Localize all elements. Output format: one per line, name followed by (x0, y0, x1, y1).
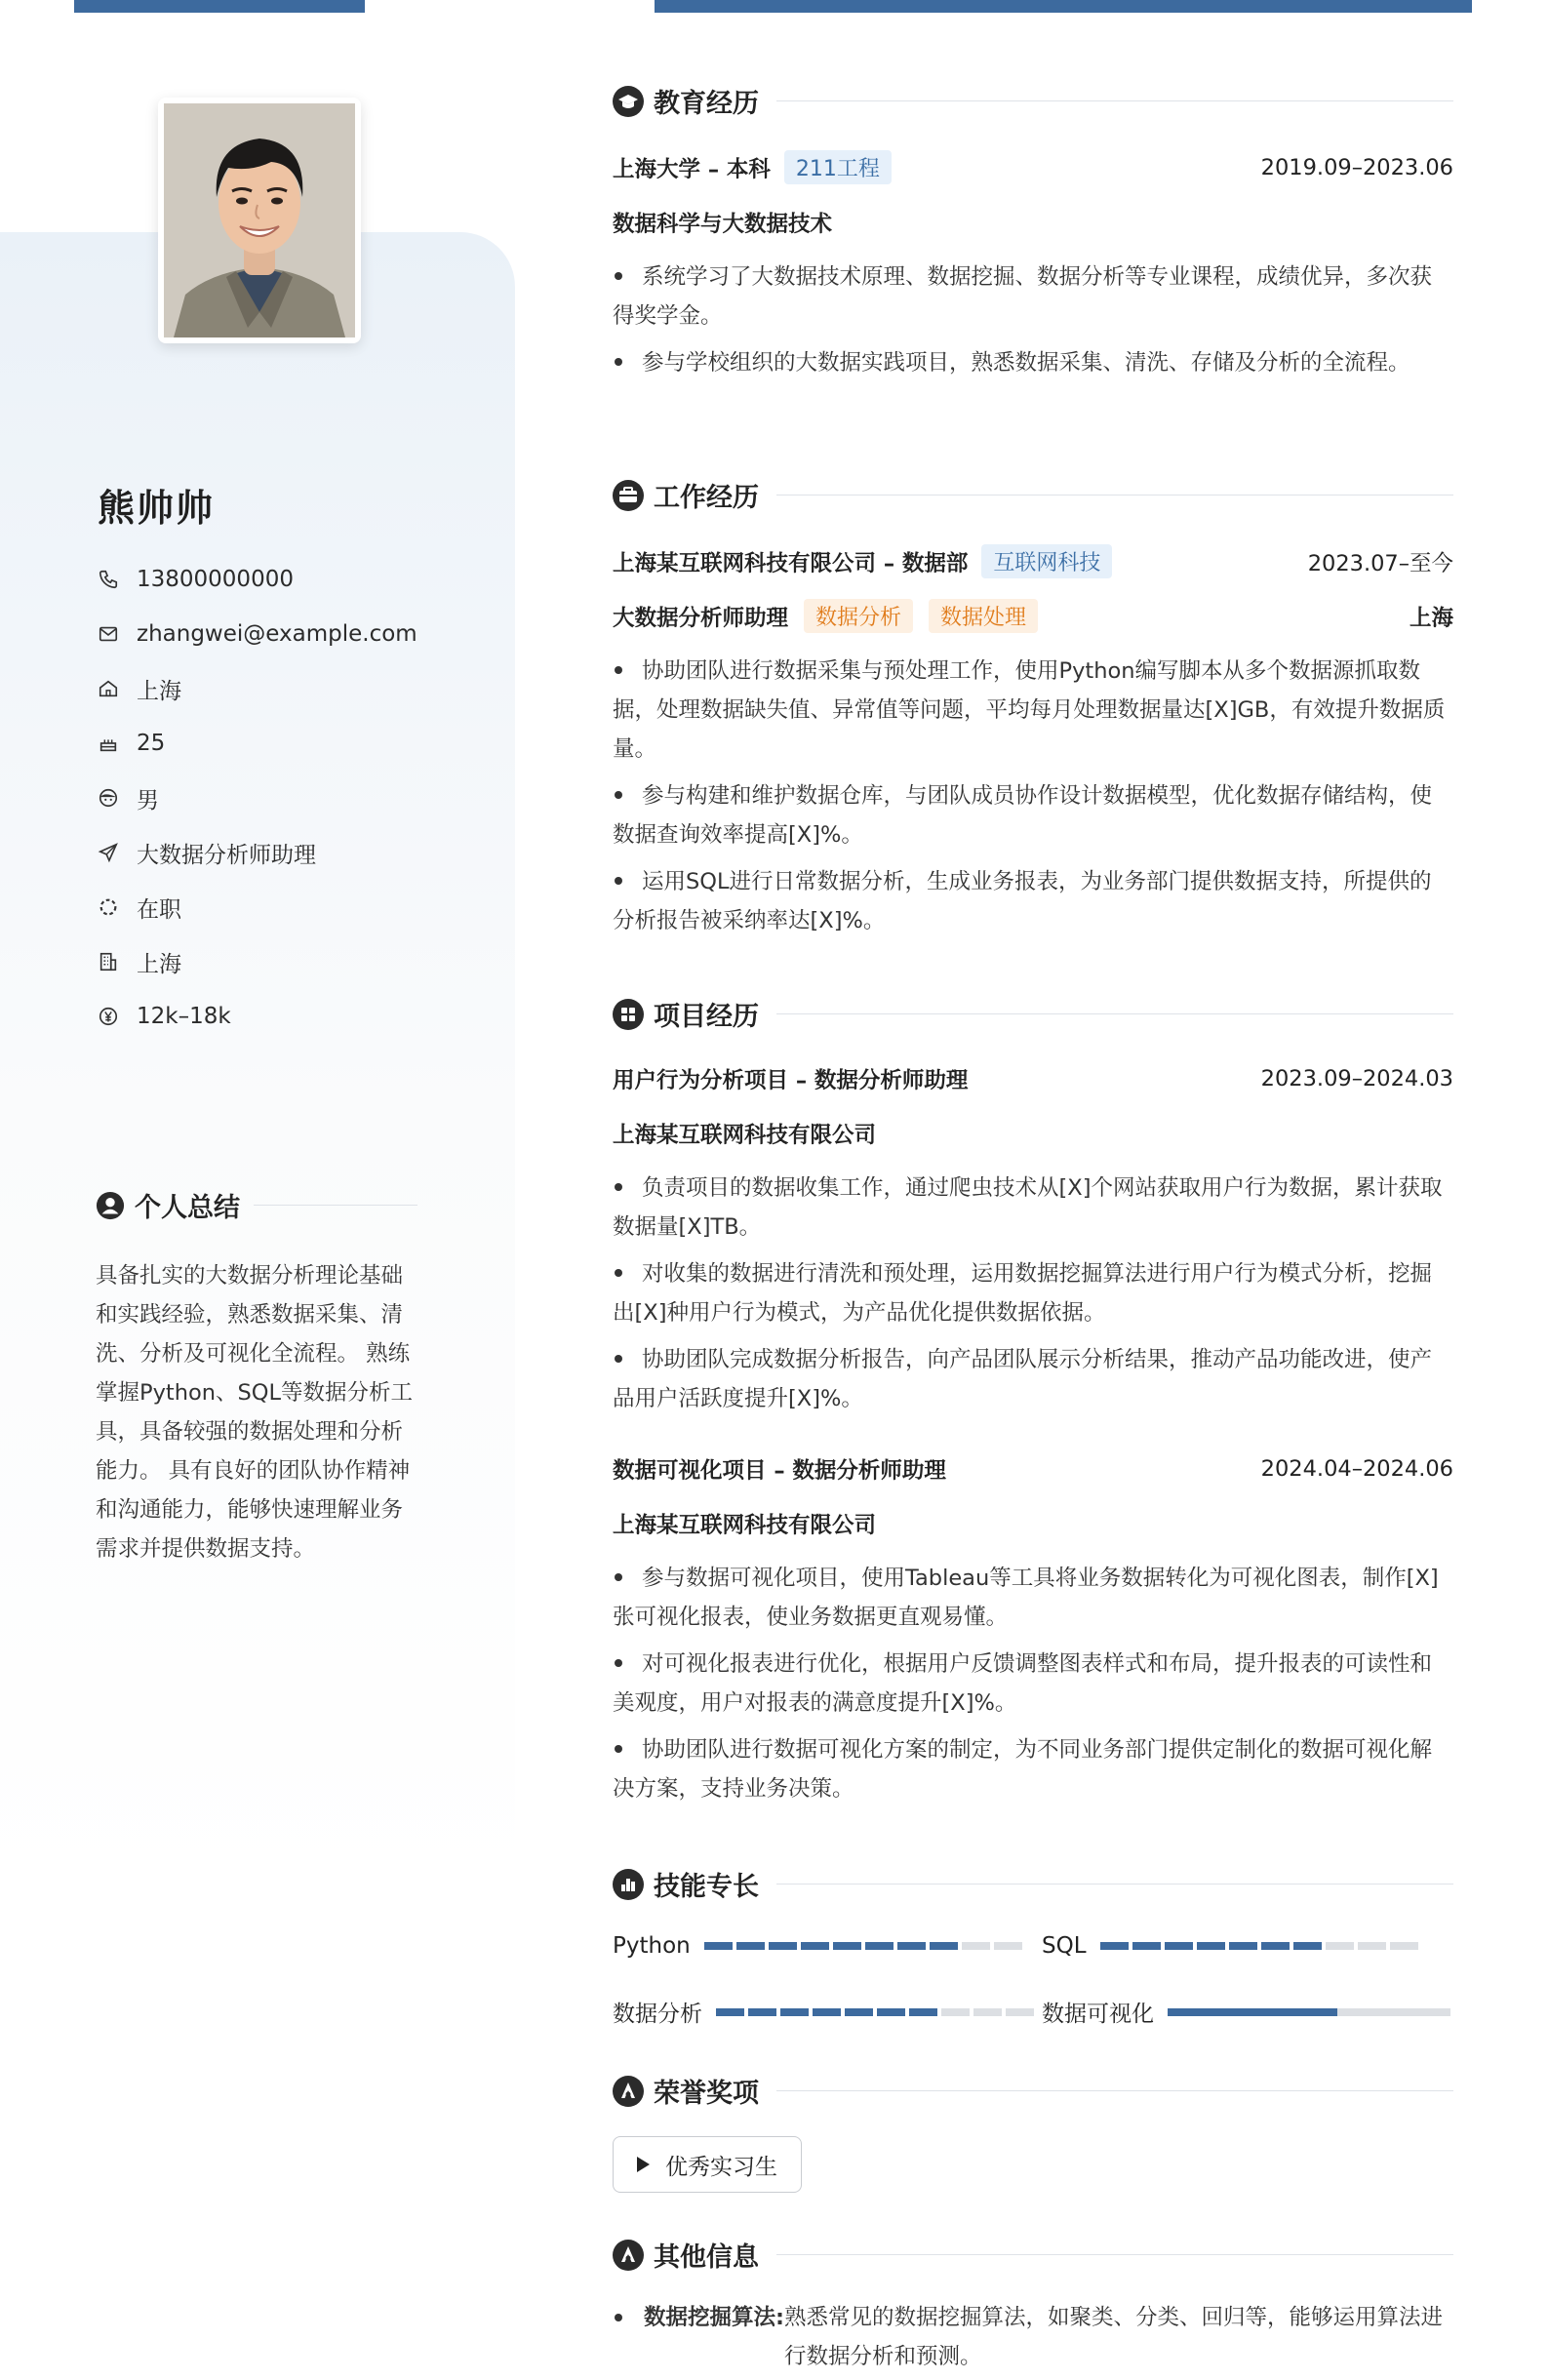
age-value: 25 (137, 731, 166, 756)
skill-level-segment (1293, 1942, 1322, 1950)
status-value: 在职 (137, 896, 181, 923)
project-bullet: 协助团队完成数据分析报告，向产品团队展示分析结果，推动产品功能改进，使产品用户活跃度提升[X]%。 (613, 1347, 1433, 1411)
skill-level-segment (769, 1942, 797, 1950)
summary-title: 个人总结 (135, 1193, 240, 1223)
candidate-name: 熊帅帅 (98, 487, 216, 530)
location-value: 上海 (137, 678, 181, 704)
education-major-row (613, 207, 1453, 238)
skill-level-fill (1168, 2008, 1337, 2016)
other-divider (776, 2254, 1453, 2255)
avatar-photo (164, 103, 355, 337)
skill-level-segment (801, 1942, 829, 1950)
work-bullet: 运用SQL进行日常数据分析，生成业务报表，为业务部门提供数据支持，所提供的分析报告被采纳率达[X]%。 (613, 869, 1432, 933)
work-industry-tag: 互联网科技 (981, 544, 1112, 578)
work-title: 工作经历 (654, 483, 759, 513)
education-divider (776, 100, 1453, 101)
work-divider (776, 495, 1453, 496)
skill-name: SQL (1042, 1933, 1087, 1959)
skill-level-segment (736, 1942, 765, 1950)
info-badge-icon (613, 2240, 644, 2271)
info-job-title (96, 825, 417, 880)
skill-level-segment (845, 2008, 873, 2016)
work-company-row (613, 544, 1453, 578)
project-bullet: 对收集的数据进行清洗和预处理，运用数据挖掘算法进行用户行为模式分析，挖掘出[X]种用户行为模式，为产品优化提供数据依据。 (613, 1261, 1433, 1326)
project-name: 用户行为分析项目 – 数据分析师助理 (613, 1068, 969, 1093)
skill-sql (1042, 1933, 1422, 1959)
skill-level-segment (1165, 1942, 1193, 1950)
skill-level-segment (1261, 1942, 1290, 1950)
job-title-value: 大数据分析师助理 (137, 842, 316, 868)
info-gender (96, 771, 417, 825)
home-icon (96, 676, 121, 701)
education-tag: 211工程 (784, 150, 892, 184)
award-icon (613, 2076, 644, 2107)
project-bullet: 负责项目的数据收集工作，通过爬虫技术从[X]个网站获取用户行为数据，累计获取数据量[X]TB。 (613, 1175, 1443, 1240)
status-spinner-icon (96, 894, 121, 920)
play-icon (637, 2157, 650, 2172)
salary-value: 12k–18k (137, 1004, 231, 1029)
graduation-cap-icon (613, 86, 644, 117)
skill-level-segment (865, 1942, 894, 1950)
avatar (158, 98, 361, 343)
work-skill-tag: 数据处理 (929, 599, 1038, 633)
project-company: 上海某互联网科技有限公司 (613, 1513, 877, 1538)
grid-icon (613, 999, 644, 1030)
skills-header (613, 1865, 1453, 1903)
project-date: 2023.09–2024.03 (1260, 1066, 1453, 1091)
projects-divider (776, 1013, 1453, 1014)
other-title: 其他信息 (654, 2242, 759, 2273)
skill-data-visualization (1042, 1996, 1450, 2028)
education-date: 2019.09–2023.06 (1260, 154, 1453, 180)
skill-level-segment (1390, 1942, 1418, 1950)
skill-level-segment (973, 2008, 1002, 2016)
info-age (96, 716, 417, 771)
skill-level-segment (1132, 1942, 1161, 1950)
skill-level-segment (909, 2008, 937, 2016)
other-info-text: 熟悉常见的数据挖掘算法，如聚类、分类、回归等，能够运用算法进行数据分析和预测。 (784, 2305, 1444, 2369)
project-bullet: 参与数据可视化项目，使用Tableau等工具将业务数据转化为可视化图表，制作[X]张可视化报表，使业务数据更直观易懂。 (613, 1566, 1439, 1630)
skill-level-segment (994, 1942, 1022, 1950)
project-name-row (613, 1063, 1453, 1094)
other-info-item (613, 2298, 1453, 2376)
skill-level-segment (1326, 1942, 1354, 1950)
building-icon (96, 949, 121, 974)
project-bullet: 对可视化报表进行优化，根据用户反馈调整图表样式和布局，提升报表的可读性和美观度，用户对报表的满意度提升[X]%。 (613, 1651, 1433, 1716)
info-salary (96, 989, 417, 1044)
skill-level-segment (1229, 1942, 1257, 1950)
skill-level-segment (941, 2008, 970, 2016)
work-header (613, 476, 1453, 514)
info-email (96, 607, 417, 661)
skill-level-segment (748, 2008, 776, 2016)
honors-header (613, 2072, 1453, 2110)
skill-level-segment (813, 2008, 841, 2016)
skill-level-segment (1197, 1942, 1225, 1950)
skill-level-segment (877, 2008, 905, 2016)
education-bullet: 参与学校组织的大数据实践项目，熟悉数据采集、清洗、存储及分析的全流程。 (613, 343, 1453, 382)
other-info-label: 数据挖掘算法: (644, 2305, 784, 2330)
cake-icon (96, 731, 121, 756)
info-phone (96, 552, 417, 607)
work-position: 大数据分析师助理 (613, 605, 789, 631)
award-item-button[interactable] (613, 2136, 802, 2193)
send-icon (96, 840, 121, 865)
skill-level-bar (716, 2008, 1038, 2016)
skills-title: 技能专长 (654, 1872, 759, 1902)
work-position-row (613, 599, 1453, 633)
skill-level-progress (1168, 2008, 1450, 2016)
briefcase-icon (613, 480, 644, 511)
other-header (613, 2236, 1453, 2274)
education-title: 教育经历 (654, 89, 759, 119)
skill-level-segment (780, 2008, 809, 2016)
phone-value: 13800000000 (137, 567, 294, 592)
info-location (96, 661, 417, 716)
education-school: 上海大学 – 本科 (613, 156, 771, 182)
skill-data-analysis (613, 1996, 1038, 2028)
gender-face-icon (96, 785, 121, 811)
skill-level-bar (704, 1942, 1026, 1950)
skill-name: 数据可视化 (1042, 2002, 1154, 2027)
bar-chart-icon (613, 1869, 644, 1900)
work-bullet: 参与构建和维护数据仓库，与团队成员协作设计数据模型，优化数据存储结构，使数据查询效率提高[X]%。 (613, 783, 1433, 848)
work-company: 上海某互联网科技有限公司 – 数据部 (613, 550, 969, 576)
info-status (96, 880, 417, 934)
skill-level-segment (1006, 2008, 1034, 2016)
projects-header (613, 995, 1453, 1033)
skill-level-segment (962, 1942, 990, 1950)
work-bullet: 协助团队进行数据采集与预处理工作，使用Python编写脚本从多个数据源抓取数据，处理数据缺失值、异常值等问题，平均每月处理数据量达[X]GB，有效提升数据质量。 (613, 658, 1446, 762)
skill-level-bar (1100, 1942, 1422, 1950)
project-company: 上海某互联网科技有限公司 (613, 1123, 877, 1148)
summary-divider (254, 1205, 417, 1206)
education-header (613, 82, 1453, 120)
project-name: 数据可视化项目 – 数据分析师助理 (613, 1458, 946, 1484)
info-target-city (96, 934, 417, 989)
skill-name: Python (613, 1933, 691, 1959)
work-skill-tag: 数据分析 (804, 599, 913, 633)
honors-title: 荣誉奖项 (654, 2079, 759, 2109)
skill-level-segment (704, 1942, 733, 1950)
projects-title: 项目经历 (654, 1002, 759, 1032)
education-school-row (613, 150, 1453, 184)
project-company-row (613, 1508, 1453, 1539)
education-bullet: 系统学习了大数据技术原理、数据挖掘、数据分析等专业课程，成绩优异，多次获得奖学金。 (613, 264, 1433, 329)
phone-icon (96, 567, 121, 592)
gender-value: 男 (137, 787, 159, 813)
yen-coin-icon (96, 1004, 121, 1029)
honors-divider (776, 2090, 1453, 2091)
work-city: 上海 (1409, 605, 1453, 631)
skill-level-segment (716, 2008, 744, 2016)
skill-level-segment (897, 1942, 926, 1950)
work-date: 2023.07–至今 (1307, 550, 1453, 576)
award-label: 优秀实习生 (665, 2154, 777, 2180)
skill-level-segment (1100, 1942, 1129, 1950)
top-accent-bar-right (655, 0, 1472, 13)
top-accent-bar-left (74, 0, 365, 13)
email-value: zhangwei@example.com (137, 621, 417, 647)
target-city-value: 上海 (137, 951, 181, 977)
summary-text: 具备扎实的大数据分析理论基础和实践经验，熟悉数据采集、清洗、分析及可视化全流程。 熟练掌握Python、SQL等数据分析工具，具备较强的数据处理和分析能力。 具有良好的团队协作精神和沟通能力，能够快速理解业务需求并提供数据支持。 (96, 1263, 414, 1562)
contact-info-list (96, 552, 417, 1044)
skill-level-segment (1358, 1942, 1386, 1950)
project-name-row (613, 1453, 1453, 1485)
education-major: 数据科学与大数据技术 (613, 212, 833, 237)
summary-header (96, 1186, 417, 1224)
skill-level-segment (833, 1942, 861, 1950)
mail-icon (96, 621, 121, 647)
project-company-row (613, 1118, 1453, 1149)
skill-python (613, 1933, 1026, 1959)
skill-name: 数据分析 (613, 2002, 702, 2027)
project-date: 2024.04–2024.06 (1260, 1456, 1453, 1482)
user-circle-icon (96, 1191, 125, 1220)
skill-level-segment (930, 1942, 958, 1950)
project-bullet: 协助团队进行数据可视化方案的制定，为不同业务部门提供定制化的数据可视化解决方案，支持业务决策。 (613, 1737, 1433, 1802)
